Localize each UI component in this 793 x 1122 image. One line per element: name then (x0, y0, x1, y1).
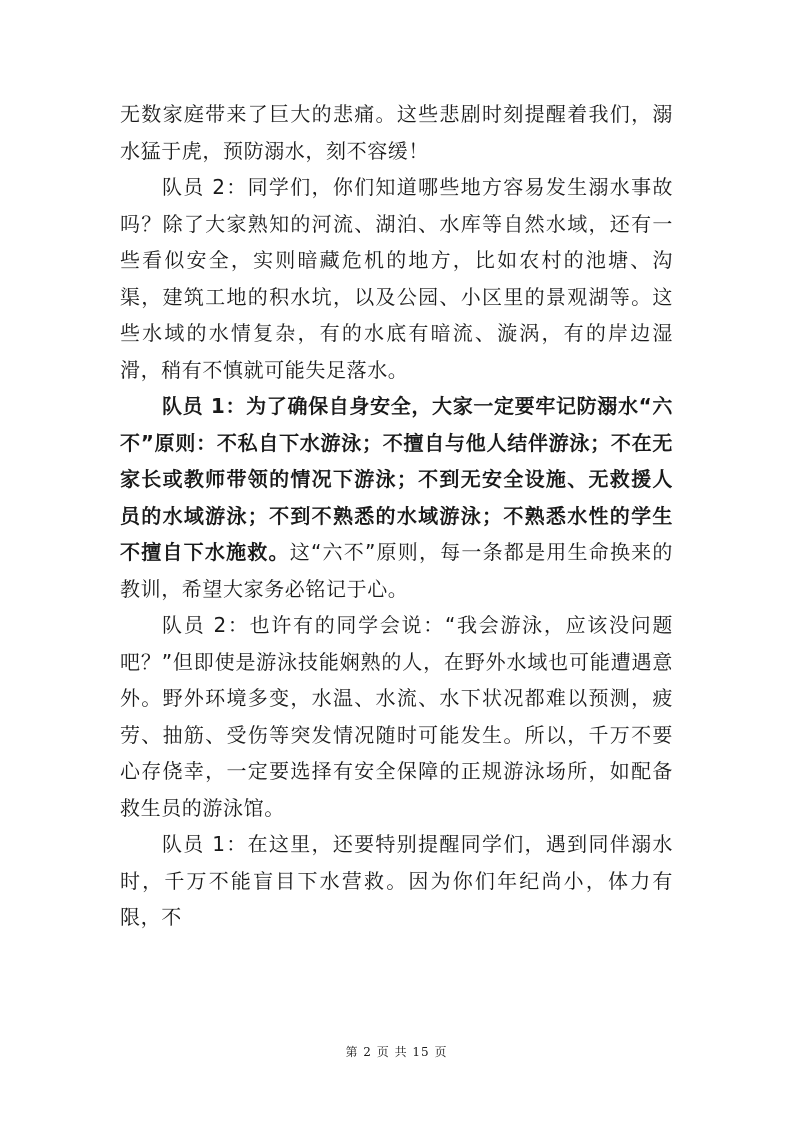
footer-suffix: 页 (434, 1045, 448, 1059)
paragraph-5 (120, 826, 673, 936)
paragraph-2 (120, 169, 673, 388)
paragraph-1 (120, 96, 673, 169)
page-footer (0, 1043, 793, 1060)
paragraph-1-text: 无数家庭带来了巨大的悲痛。这些悲剧时刻提醒着我们，溺水猛于虎，预防溺水，刻不容缓！ (120, 102, 673, 163)
paragraph-2-text: 队员 2：同学们，你们知道哪些地方容易发生溺水事故吗？除了大家熟知的河流、湖泊、水库等自然水域，还有一些看似安全，实则暗藏危机的地方，比如农村的池塘、沟渠，建筑工地的积水坑，以及公园、小区里的景观湖等。这些水域的水情复杂，有的水底有暗流、漩涡，有的岸边湿滑，稍有不慎就可能失足落水。 (120, 175, 673, 382)
paragraph-3 (120, 388, 673, 607)
footer-middle: 页 共 (376, 1045, 408, 1059)
paragraph-5-text: 队员 1：在这里，还要特别提醒同学们，遇到同伴溺水时，千万不能盲目下水营救。因为你们年纪尚小，体力有限，不 (120, 832, 673, 929)
footer-total-pages: 15 (412, 1045, 430, 1059)
footer-prefix: 第 (345, 1045, 359, 1059)
footer-current-page: 2 (363, 1045, 372, 1059)
paragraph-4-text: 队员 2：也许有的同学会说：“我会游泳，应该没问题吧？”但即使是游泳技能娴熟的人，在野外水域也可能遭遇意外。野外环境多变，水温、水流、水下状况都难以预测，疲劳、抽筋、受伤等突发情况随时可能发生。所以，千万不要心存侥幸，一定要选择有安全保障的正规游泳场所，如配备救生员的游泳馆。 (120, 613, 673, 820)
paragraph-4 (120, 607, 673, 826)
paragraph-3-bold-text: 队员 1：为了确保自身安全，大家一定要牢记防溺水“六不”原则：不私自下水游泳；不擅自与他人结伴游泳；不在无家长或教师带领的情况下游泳；不到无安全设施、无救援人员的水域游泳；不到不熟悉的水域游泳；不熟悉水性的学生不擅自下水施救。 (120, 394, 673, 564)
body-text (120, 96, 673, 936)
paragraph-3-text: 这“六不”原则，每一条都是用生命换来的教训，希望大家务必铭记于心。 (120, 540, 673, 601)
